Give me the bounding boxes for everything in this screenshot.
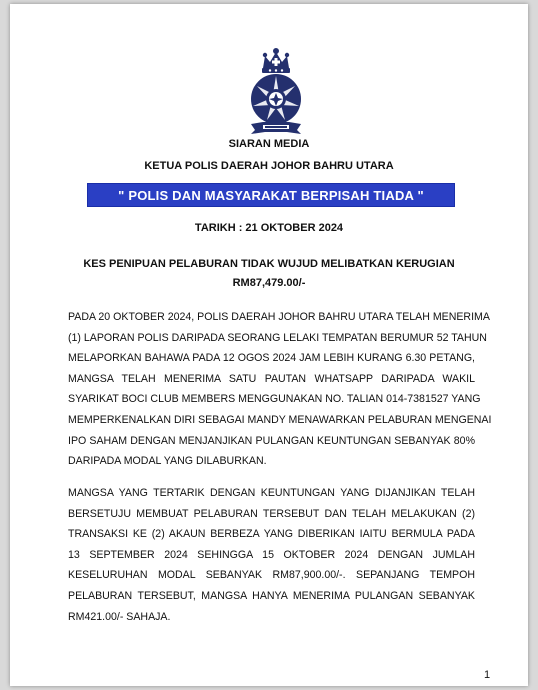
paragraph-line: DARIPADA MODAL YANG DILABURKAN.	[68, 455, 267, 468]
paragraph-line: KESELURUHAN MODAL SEBANYAK RM87,900.00/-. SEPANJANG TEMPOH	[68, 569, 475, 582]
document-subtitle: KETUA POLIS DAERAH JOHOR BAHRU UTARA	[144, 160, 394, 172]
paragraph-line: IPO SAHAM DENGAN MENJANJIKAN PULANGAN KEUNTUNGAN SEBANYAK 80%	[68, 434, 475, 447]
document-page	[10, 4, 528, 686]
headline-line-2: RM87,479.00/-	[232, 277, 306, 289]
paragraph-2	[68, 483, 475, 627]
paragraph-line: SYARIKAT BOCI CLUB MEMBERS MENGGUNAKAN NO. TALIAN 014-7381527 YANG	[68, 393, 481, 406]
page-number: 1	[484, 669, 491, 681]
document-date: TARIKH : 21 OKTOBER 2024	[194, 222, 344, 234]
paragraph-line: RM421.00/- SAHAJA.	[68, 610, 171, 623]
paragraph-line: 13 SEPTEMBER 2024 SEHINGGA 15 OKTOBER 2024 DENGAN JUMLAH	[68, 548, 475, 561]
document-title: SIARAN MEDIA	[228, 138, 310, 150]
headline-line-1: KES PENIPUAN PELABURAN TIDAK WUJUD MELIBATKAN KERUGIAN	[83, 258, 455, 270]
paragraph-line: BERSETUJU MEMBUAT PELABURAN TERSEBUT DAN TELAH MELAKUKAN (2)	[68, 507, 475, 520]
police-crest-icon	[243, 44, 309, 136]
paragraph-1	[68, 307, 492, 472]
paragraph-line: PELABURAN TERSEBUT, MANGSA HANYA MENERIMA PULANGAN SEBANYAK	[68, 589, 475, 602]
paragraph-line: MANGSA YANG TERTARIK DENGAN KEUNTUNGAN YANG DIJANJIKAN TELAH	[68, 487, 475, 499]
paragraph-line: TRANSAKSI KE (2) AKAUN BERBEZA YANG DIBERIKAN IAITU BERMULA PADA	[68, 528, 475, 541]
paragraph-line: MELAPORKAN BAHAWA PADA 12 OGOS 2024 JAM LEBIH KURANG 6.30 PETANG,	[68, 352, 475, 365]
paragraph-line: MANGSA TELAH MENERIMA SATU PAUTAN WHATSAPP DARIPADA WAKIL	[68, 372, 475, 385]
paragraph-line: MEMPERKENALKAN DIRI SEBAGAI MANDY MENAWARKAN PELABURAN MENGENAI	[68, 413, 492, 426]
slogan-banner: " POLIS DAN MASYARAKAT BERPISAH TIADA "	[87, 183, 455, 207]
headline	[60, 255, 478, 293]
paragraph-line: (1) LAPORAN POLIS DARIPADA SEORANG LELAKI TEMPATAN BERUMUR 52 TAHUN	[68, 331, 487, 344]
paragraph-line: PADA 20 OKTOBER 2024, POLIS DAERAH JOHOR BAHRU UTARA TELAH MENERIMA	[68, 311, 490, 323]
